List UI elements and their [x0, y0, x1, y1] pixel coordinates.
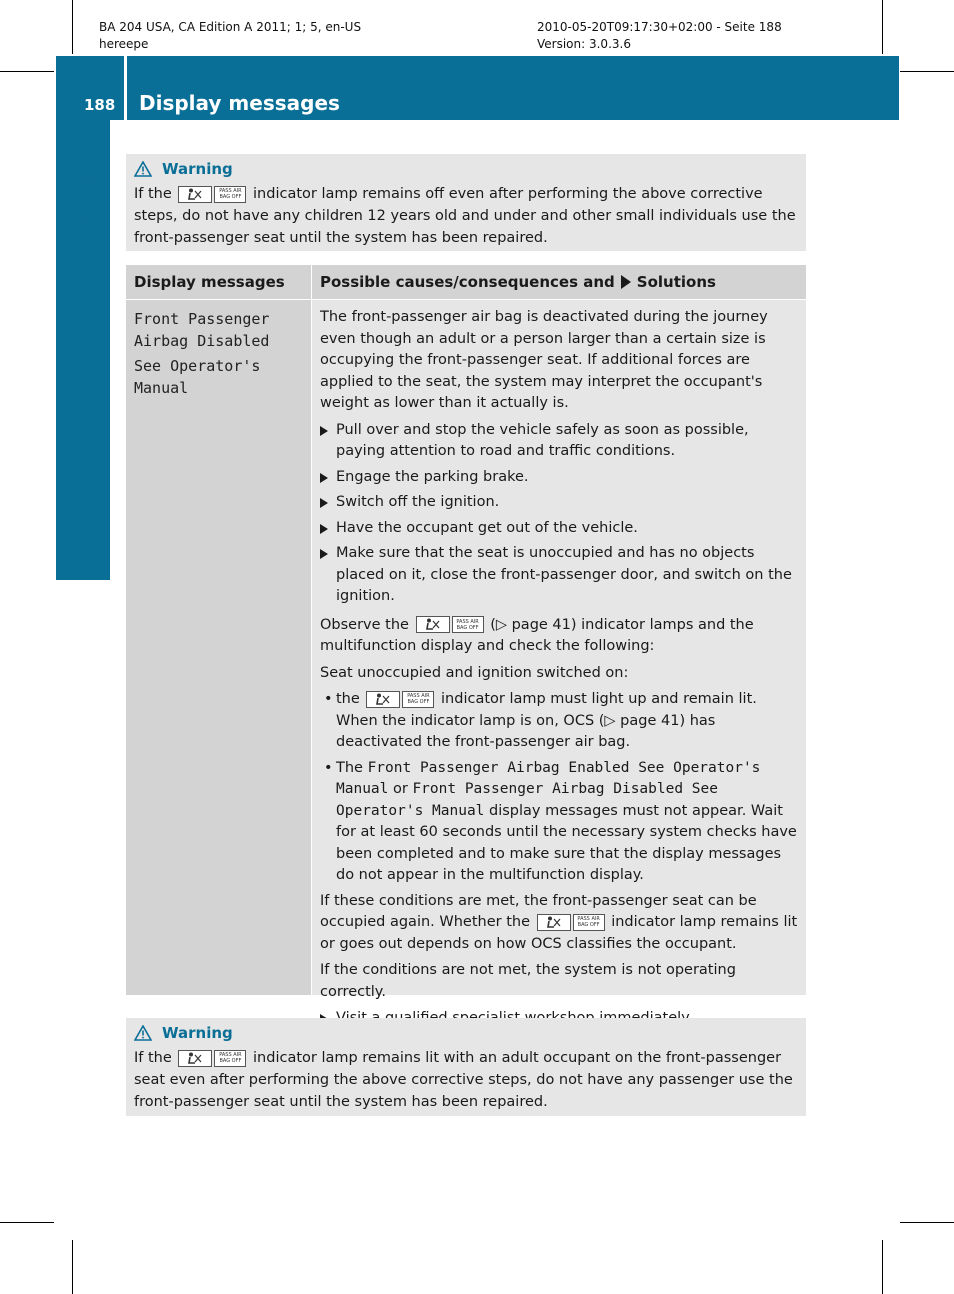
play-arrow-icon	[621, 275, 631, 289]
airbag-seat-icon	[178, 1050, 212, 1067]
airbag-seat-icon	[537, 914, 571, 931]
pass-airbag-off-icon: PASS AIR BAG OFF	[214, 186, 246, 203]
warning-text-before: If the	[134, 186, 172, 202]
crop-mark	[72, 0, 73, 54]
display-message-inline: Front Passenger Airbag Enabled See Operator's Manual	[336, 759, 761, 797]
message-line: Manual	[134, 379, 189, 397]
print-meta-left	[99, 19, 361, 53]
step-item: Make sure that the seat is unoccupied and has no objects placed on it, close the front-passenger door, and switch on the ignition.	[320, 543, 799, 608]
warning-text-after: indicator lamp remains lit with an adult occupant on the front-passenger seat even after performing the above corrective steps, do not have any passenger use the front-passenger seat until the system has been repaired.	[134, 1050, 793, 1110]
table-header-solutions	[312, 265, 806, 299]
seat-unoccupied-line: Seat unoccupied and ignition switched on:	[320, 664, 629, 681]
passenger-airbag-indicator	[416, 616, 484, 633]
intro-paragraph: The front-passenger air bag is deactivated during the journey even though an adult or a person larger than a certain size is occupying the front-passenger seat. If additional forces are applied to the seat, the system may interpret the occupant's weight as lower than it actually is.	[320, 309, 768, 411]
bullet-text: indicator lamp must light up and remain lit. When the indicator lamp is on, OCS (▷ page 41) has deactivated the front-passenger air bag.	[336, 691, 757, 750]
pass-airbag-off-icon: PASS AIR BAG OFF	[573, 914, 605, 931]
header-text: Solutions	[636, 273, 716, 291]
table-header-messages: Display messages	[126, 265, 311, 299]
step-item: Pull over and stop the vehicle safely as soon as possible, paying attention to road and traffic conditions.	[320, 420, 799, 463]
pass-airbag-off-icon: PASS AIR BAG OFF	[452, 616, 484, 633]
display-message-inline: Front Passenger Airbag Disabled See Operator's Manual	[336, 781, 718, 819]
pass-airbag-off-icon: PASS AIR BAG OFF	[214, 1050, 246, 1067]
bullet-text: or	[393, 781, 408, 797]
warning-text-before: If the	[134, 1050, 172, 1066]
crop-mark	[900, 71, 954, 72]
met-after: indicator lamp remains lit or goes out depends on how OCS classifies the occupant.	[320, 914, 798, 952]
chapter-label: On-board computer and displays	[72, 129, 100, 571]
observe-after: (▷ page 41) indicator lamps and the multifunction display and check the following:	[320, 616, 754, 654]
step-item: Switch off the ignition.	[320, 492, 799, 514]
message-line: See Operator's	[134, 357, 261, 375]
warning-text	[134, 1047, 798, 1113]
page-number: 188	[84, 96, 116, 114]
header-text: Possible causes/consequences and	[320, 273, 615, 291]
observe-paragraph	[320, 615, 799, 658]
observe-before: Observe the	[320, 616, 409, 633]
meta-line: Version: 3.0.3.6	[537, 37, 631, 51]
pass-airbag-off-icon: PASS AIR BAG OFF	[402, 691, 434, 708]
airbag-seat-icon	[416, 616, 450, 633]
message-line: Front Passenger	[134, 310, 270, 328]
conditions-not-met-paragraph: If the conditions are not met, the system is not operating correctly.	[320, 962, 736, 1000]
warning-box-bottom	[126, 1018, 806, 1116]
warning-icon	[134, 1025, 152, 1041]
print-meta-right	[537, 19, 782, 53]
passenger-airbag-indicator	[537, 914, 605, 931]
conditions-met-paragraph	[320, 891, 799, 956]
bullet-item	[320, 689, 799, 754]
crop-mark	[882, 0, 883, 54]
crop-mark	[72, 1240, 73, 1294]
bullet-text: display messages must not appear. Wait for at least 60 seconds until the necessary system checks have been completed and to make sure that the display messages do not appear in the multifunction display.	[336, 802, 797, 883]
crop-mark	[0, 1222, 54, 1223]
warning-title	[134, 160, 798, 178]
bullet-item	[320, 758, 799, 887]
bullet-text: The	[336, 759, 363, 776]
table-cell-solutions	[312, 300, 806, 1000]
display-message-text	[126, 300, 311, 407]
met-before: If these conditions are met, the front-passenger seat can be occupied again. Whether the	[320, 892, 757, 930]
table-cell-message	[126, 300, 311, 995]
crop-mark	[882, 1240, 883, 1294]
airbag-seat-icon	[178, 186, 212, 203]
passenger-airbag-indicator	[366, 691, 434, 708]
header-divider	[124, 56, 127, 120]
solutions-body	[312, 300, 806, 1030]
passenger-airbag-indicator	[178, 186, 246, 203]
bullet-text: the	[336, 691, 360, 707]
step-item: Have the occupant get out of the vehicle.	[320, 518, 799, 540]
warning-text-after: indicator lamp remains off even after performing the above corrective steps, do not have any children 12 years old and under and other small individuals use the front-passenger seat until the system has been repaired.	[134, 186, 796, 246]
warning-title-text: Warning	[162, 160, 233, 178]
meta-line: hereepe	[99, 37, 149, 51]
warning-text	[134, 183, 798, 249]
warning-box-top	[126, 154, 806, 251]
airbag-seat-icon	[366, 691, 400, 708]
warning-title	[134, 1024, 798, 1042]
warning-title-text: Warning	[162, 1024, 233, 1042]
meta-line: 2010-05-20T09:17:30+02:00 - Seite 188	[537, 20, 782, 34]
passenger-airbag-indicator	[178, 1050, 246, 1067]
display-messages-table	[126, 265, 806, 1000]
meta-line: BA 204 USA, CA Edition A 2011; 1; 5, en-US	[99, 20, 362, 34]
warning-icon	[134, 161, 152, 177]
step-item: Engage the parking brake.	[320, 467, 799, 489]
crop-mark	[900, 1222, 954, 1223]
section-title: Display messages	[139, 91, 340, 115]
crop-mark	[0, 71, 54, 72]
message-line: Airbag Disabled	[134, 332, 270, 350]
